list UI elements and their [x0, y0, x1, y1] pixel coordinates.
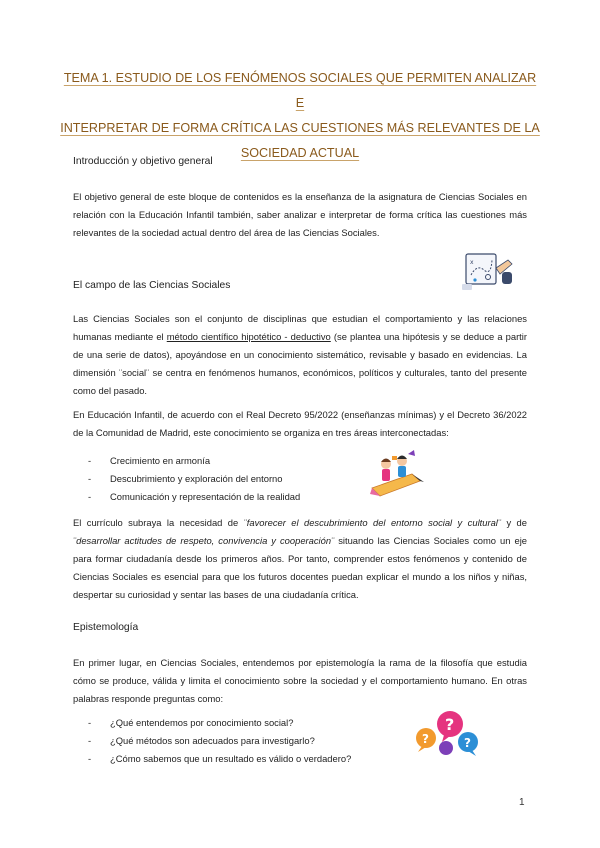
areas-list — [88, 452, 300, 506]
campo-heading: El campo de las Ciencias Sociales — [73, 280, 231, 291]
title-line-1: TEMA 1. ESTUDIO DE LOS FENÓMENOS SOCIALES QUE PERMITEN ANALIZAR E — [63, 71, 537, 110]
intro-paragraph: El objetivo general de este bloque de contenidos es la enseñanza de la asignatura de Ciencias Sociales en relación con la Educación Infantil también, saber analizar e interpretar de forma crítica las cuestiones más relevantes de la sociedad actual dentro del área de las Ciencias Sociales. — [73, 191, 527, 238]
svg-text:x: x — [470, 259, 474, 266]
list-item: - ¿Qué métodos son adecuados para investigarlo? — [88, 735, 315, 746]
kids-on-pencil-icon — [368, 448, 426, 500]
svg-text:?: ? — [422, 732, 429, 746]
campo-text-a: Las Ciencias Sociales son el conjunto de disciplinas que estudian el comportamiento y las relaciones humanas mediante el — [73, 313, 527, 342]
title-line-3: SOCIEDAD ACTUAL — [240, 146, 360, 160]
campo-text-b: (se plantea una hipótesis y se deduce a partir de una serie de datos), apoyándose en un conocimiento sistemático, revisable y basado en evidencias. La dimensión ¨social¨ se centra en fenómenos humanos, económicos, políticos y culturales, tanto del presente como del pasado. — [73, 331, 527, 396]
quote-1: ¨favorecer el descubrimiento del entorno social y cultural¨ — [243, 517, 502, 528]
document-title — [60, 66, 540, 166]
strategy-board-icon — [460, 250, 516, 294]
quote-2: ¨desarrollar actitudes de respeto, convivencia y cooperación¨ — [73, 535, 335, 546]
list-item: - Crecimiento en armonía — [88, 455, 211, 466]
title-line-2: INTERPRETAR DE FORMA CRÍTICA LAS CUESTIONES MÁS RELEVANTES DE LA — [60, 121, 540, 135]
intro-heading: Introducción y objetivo general — [73, 156, 213, 167]
campo-paragraph-1 — [73, 310, 527, 400]
curriculo-paragraph: El currículo subraya la necesidad de ¨favorecer el descubrimiento del entorno social y cultural¨ y de ¨desarrollar actitudes de respeto, convivencia y cooperación¨ situando las Ciencias Sociales como un eje para formar ciudadanía desde los primeros años. Por tanto, comprender estos fenómenos y contenido de Ciencias Sociales es esencial para que los futuros docentes puedan explicar el mundo a los niños y niñas, despertar su curiosidad y sentar las bases de una ciudadanía crítica. — [73, 517, 527, 600]
campo-paragraph-2: En Educación Infantil, de acuerdo con el Real Decreto 95/2022 (enseñanzas mínimas) y el Decreto 36/2022 de la Comunidad de Madrid, este conocimiento se organiza en tres áreas interconectadas: — [73, 409, 527, 438]
svg-text:?: ? — [464, 736, 471, 750]
epistemologia-heading: Epistemología — [73, 622, 139, 633]
method-link[interactable]: método científico hipotético - deductivo — [166, 331, 331, 342]
question-bubbles-icon — [412, 708, 482, 758]
list-item: - ¿Cómo sabemos que un resultado es válido o verdadero? — [88, 753, 352, 764]
epistemologia-paragraph: En primer lugar, en Ciencias Sociales, entendemos por epistemología la rama de la filosofía que estudia cómo se produce, válida y limita el conocimiento sobre la sociedad y el comportamiento humano. En otras palabras responde preguntas como: — [73, 657, 527, 704]
list-item: - Comunicación y representación de la realidad — [88, 491, 301, 502]
questions-list — [88, 714, 351, 768]
svg-text:?: ? — [445, 715, 455, 734]
list-item: - ¿Qué entendemos por conocimiento social? — [88, 717, 294, 728]
list-item: - Descubrimiento y exploración del entorno — [88, 473, 283, 484]
page-number: 1 — [519, 797, 525, 808]
